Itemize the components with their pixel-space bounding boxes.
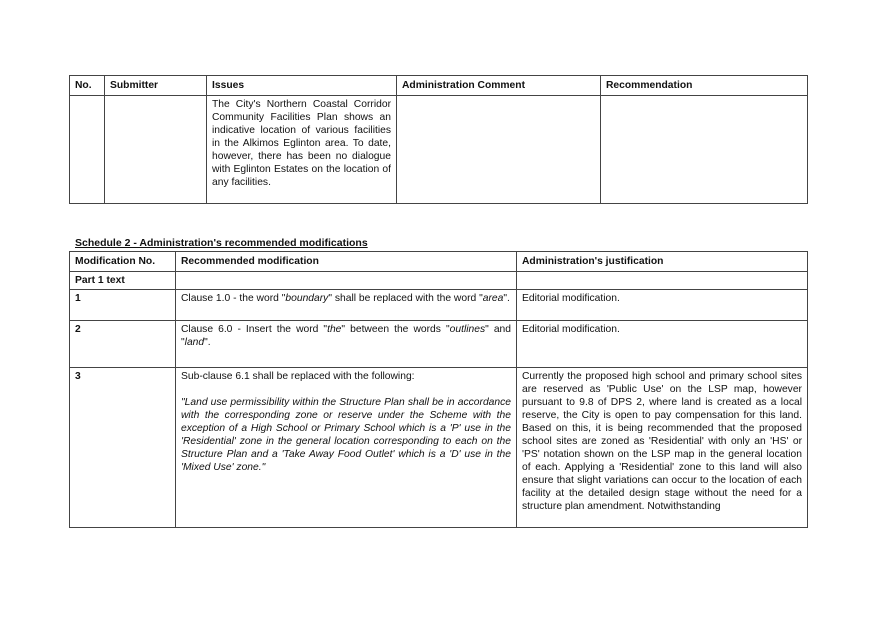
header-administration-comment: Administration Comment bbox=[397, 76, 601, 96]
submissions-table bbox=[69, 75, 808, 204]
cell-issues: The City's Northern Coastal Corridor Community Facilities Plan shows an indicative location of various facilities in the Alkimos Eglinton area. To date, however, there has been no dialogue with Eglinton Estates on the location of any facilities. bbox=[207, 96, 397, 204]
header-submitter: Submitter bbox=[105, 76, 207, 96]
modification-number: 3 bbox=[70, 368, 176, 528]
recommended-modification bbox=[176, 368, 517, 528]
recommended-modification: Clause 1.0 - the word "boundary" shall be replaced with the word "area". bbox=[176, 290, 517, 321]
modifications-table bbox=[69, 251, 808, 528]
section-label: Part 1 text bbox=[70, 272, 176, 290]
cell-recommendation bbox=[601, 96, 808, 204]
justification: Editorial modification. bbox=[517, 290, 808, 321]
cell-no bbox=[70, 96, 105, 204]
table-row bbox=[70, 368, 808, 528]
recommended-modification: Clause 6.0 - Insert the word "the" between the words "outlines" and "land". bbox=[176, 321, 517, 368]
table-row bbox=[70, 290, 808, 321]
table-header-row bbox=[70, 252, 808, 272]
cell-comment bbox=[397, 96, 601, 204]
table-row bbox=[70, 96, 808, 204]
header-modification-no: Modification No. bbox=[70, 252, 176, 272]
header-justification: Administration's justification bbox=[517, 252, 808, 272]
justification: Currently the proposed high school and primary school sites are reserved as 'Public Use' on the LSP map, however pursuant to 9.8 of DPS 2, where land is created as a local reserve, the City is open to pay compensation for this land. Based on this, it is being recommended that the proposed school sites are zoned as 'Residential' with only an 'HS' or 'PS' notation shown on the LSP map in the general location of each. Applying a 'Residential' zone to this land will also ensure that slight variations can occur to the location of each facility at the detailed design stage without the need for a structure plan amendment. Notwithstanding bbox=[517, 368, 808, 528]
cell-submitter bbox=[105, 96, 207, 204]
header-recommendation: Recommendation bbox=[601, 76, 808, 96]
schedule-title: Schedule 2 - Administration's recommended modifications bbox=[75, 237, 368, 249]
modification-quote: "Land use permissibility within the Structure Plan shall be in accordance with the corresponding zone or reserve under the Scheme with the exception of a High School or Primary School which is a 'P' use in the 'Residential' zone in the general location corresponding to each on the Structure Plan and a 'Take Away Food Outlet' which is a 'D' use in the 'Mixed Use' zone." bbox=[181, 397, 511, 473]
justification: Editorial modification. bbox=[517, 321, 808, 368]
modification-number: 2 bbox=[70, 321, 176, 368]
table-row bbox=[70, 321, 808, 368]
modification-intro: Sub-clause 6.1 shall be replaced with the following: bbox=[181, 371, 415, 382]
header-issues: Issues bbox=[207, 76, 397, 96]
header-no: No. bbox=[70, 76, 105, 96]
header-recommended-modification: Recommended modification bbox=[176, 252, 517, 272]
section-row bbox=[70, 272, 808, 290]
table-header-row bbox=[70, 76, 808, 96]
modification-number: 1 bbox=[70, 290, 176, 321]
